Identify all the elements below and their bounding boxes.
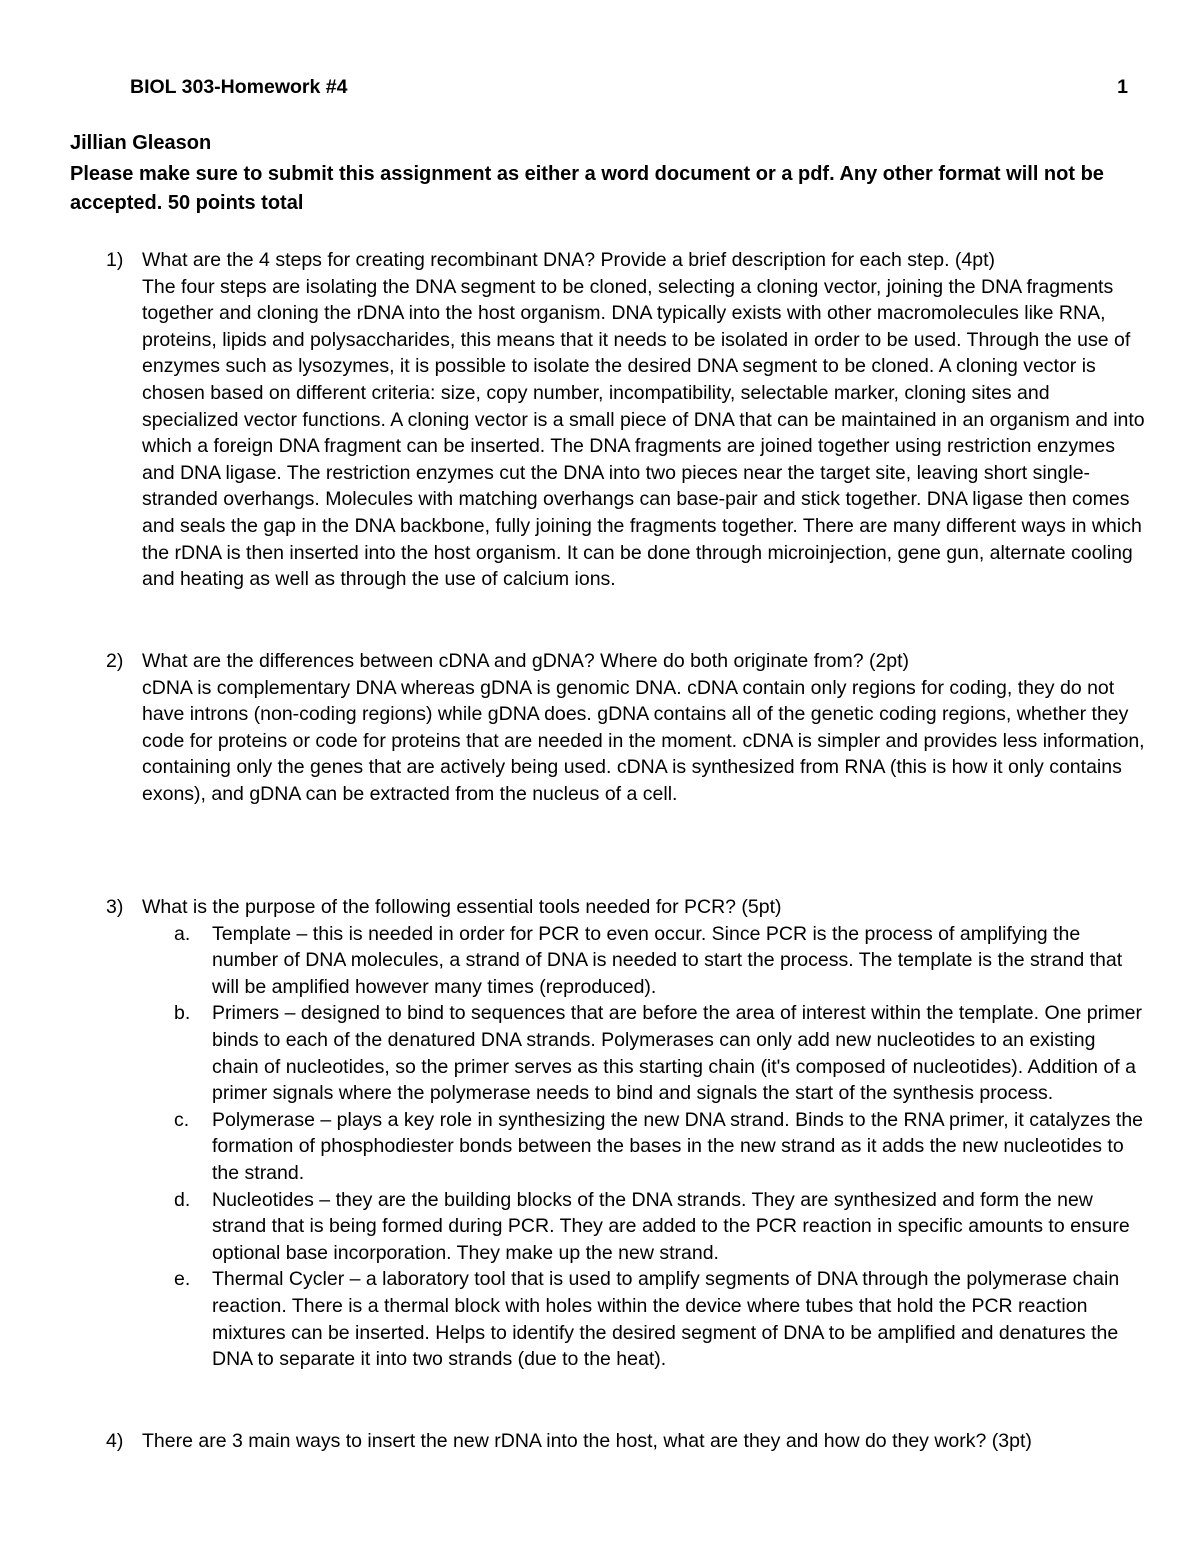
list-item-text: Nucleotides – they are the building blocks of the DNA strands. They are synthesized and form the new strand that is being formed during PCR. They are added to the PCR reaction in specific amounts to ensure optional base incorporation. They make up the new strand. [212, 1188, 1130, 1264]
answer-text: cDNA is complementary DNA whereas gDNA is genomic DNA. cDNA contain only regions for coding, they do not have introns (non-coding regions) while gDNA does. gDNA contains all of the genetic coding regions, whether they code for proteins or code for proteins that are needed in the moment. cDNA is simpler and provides less information, containing only the genes that are actively being used. cDNA is synthesized from RNA (this is how it only contains exons), and gDNA can be extracted from the nucleus of a cell. [142, 676, 1145, 805]
author-name: Jillian Gleason [70, 132, 212, 154]
list-item [174, 1187, 1146, 1267]
question-3 [106, 894, 1146, 1373]
list-item-text: Polymerase – plays a key role in synthesizing the new DNA strand. Binds to the RNA primer, it catalyzes the formation of phosphodiester bonds between the bases in the new strand as it adds the new nucleotides to the strand. [212, 1108, 1144, 1184]
list-item-text: Thermal Cycler – a laboratory tool that is used to amplify segments of DNA through the polymerase chain reaction. There is a thermal block with holes within the device where tubes that hold the PCR reaction mixtures can be inserted. Helps to identify the desired segment of DNA to be amplified and denatures the DNA to separate it into two strands (due to the heat). [212, 1268, 1120, 1371]
list-item-letter: a. [174, 922, 191, 945]
list-item [174, 1000, 1146, 1106]
document-title: BIOL 303-Homework #4 [130, 76, 348, 98]
list-item [174, 1107, 1146, 1187]
list-item-letter: c. [174, 1108, 190, 1131]
list-item-text: Primers – designed to bind to sequences that are before the area of interest within the template. One primer binds to each of the denatured DNA strands. Polymerases can only add new nucleotides to an existing chain of nucleotides, so the primer serves as this starting chain (it's composed of nucleotides). Addition of a primer signals where the polymerase needs to bind and signals the start of the synthesis process. [212, 1002, 1143, 1105]
question-number: 3) [106, 896, 124, 918]
question-4 [106, 1428, 1146, 1455]
question-text: What are the 4 steps for creating recombinant DNA? Provide a brief description for each step. (4pt) [142, 249, 996, 271]
question-2 [106, 648, 1146, 808]
list-item-letter: b. [174, 1002, 191, 1025]
question-text: There are 3 main ways to insert the new rDNA into the host, what are they and how do they work? (3pt) [142, 1430, 1032, 1452]
question-text: What are the differences between cDNA and gDNA? Where do both originate from? (2pt) [142, 650, 910, 672]
question-1 [106, 247, 1146, 593]
question-number: 4) [106, 1430, 124, 1452]
submission-notice: Please make sure to submit this assignment as either a word document or a pdf. Any other format will not be accepted. 50 points total [70, 163, 1104, 214]
list-item-letter: d. [174, 1188, 191, 1211]
question-text: What is the purpose of the following essential tools needed for PCR? (5pt) [142, 896, 782, 918]
question-number: 1) [106, 249, 124, 271]
list-item-letter: e. [174, 1268, 191, 1291]
page-header [130, 74, 1128, 102]
list-item [174, 921, 1146, 1001]
question-number: 2) [106, 650, 124, 672]
list-item-text: Template – this is needed in order for PCR to even occur. Since PCR is the process of amplifying the number of DNA molecules, a strand of DNA is needed to start the process. The template is the strand that will be amplified however many times (reproduced). [212, 922, 1123, 998]
page-number: 1 [1117, 76, 1128, 98]
answer-text: The four steps are isolating the DNA segment to be cloned, selecting a cloning vector, joining the DNA fragments together and cloning the rDNA into the host organism. DNA typically exists with other macromolecules like RNA, proteins, lipids and polysaccharides, this means that it needs to be isolated in order to be used. Through the use of enzymes such as lysozymes, it is possible to isolate the desired DNA segment to be cloned. A cloning vector is chosen based on different criteria: size, copy number, incompatibility, selectable marker, cloning sites and specialized vector functions. A cloning vector is a small piece of DNA that can be maintained in an organism and into which a foreign DNA fragment can be inserted. The DNA fragments are joined together using restriction enzymes and DNA ligase. The restriction enzymes cut the DNA into two pieces near the target site, leaving short single-stranded overhangs. Molecules with matching overhangs can base-pair and stick together. DNA ligase then comes and seals the gap in the DNA backbone, fully joining the fragments together. There are many different ways in which the rDNA is then inserted into the host organism. It can be done through microinjection, gene gun, alternate cooling and heating as well as through the use of calcium ions. [142, 275, 1145, 591]
list-item [174, 1266, 1146, 1372]
